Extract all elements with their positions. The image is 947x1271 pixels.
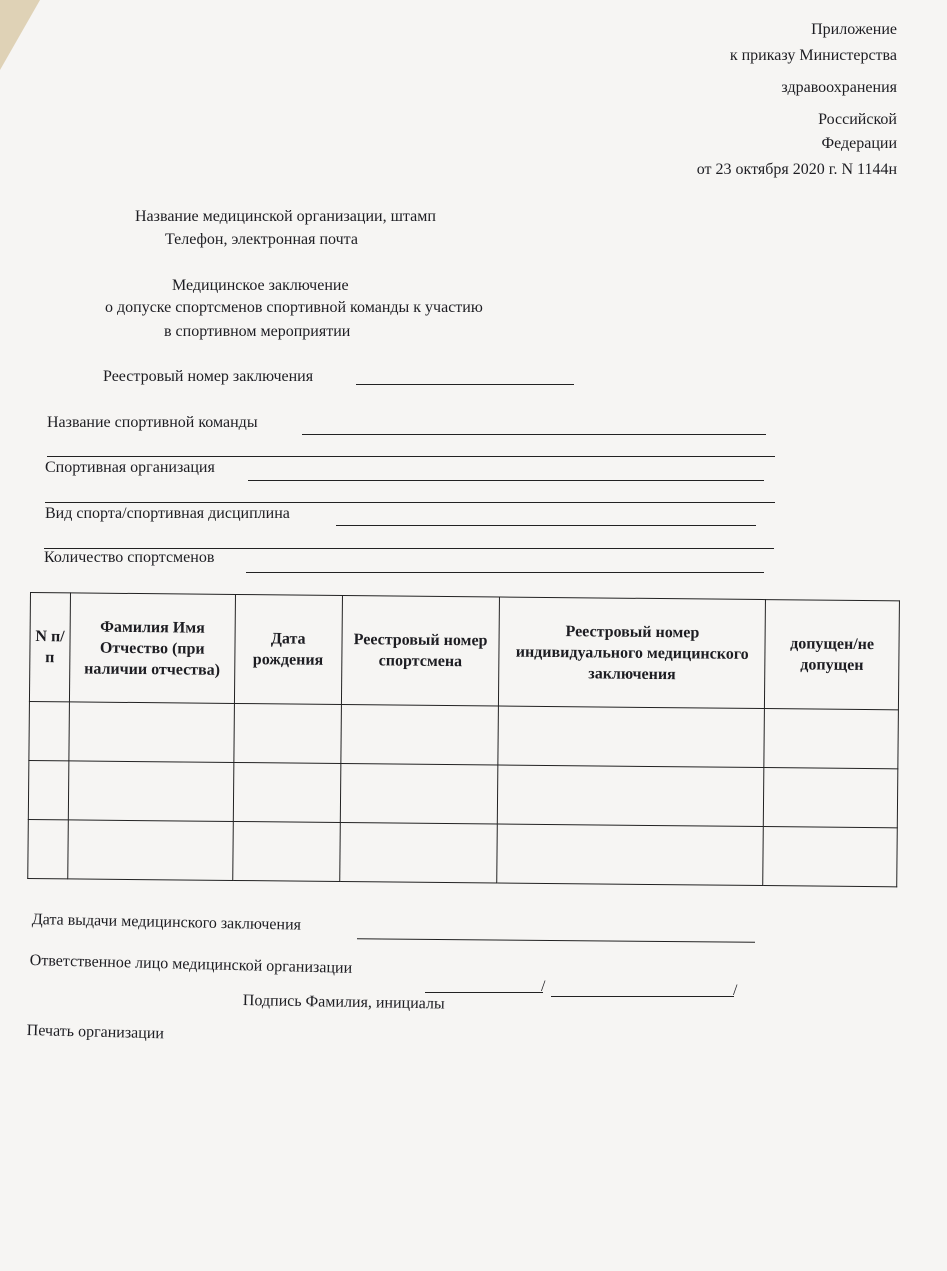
table-cell[interactable] <box>763 768 897 828</box>
issue-date-label: Дата выдачи медицинского заключения <box>31 911 302 934</box>
registry-number-label: Реестровый номер заключения <box>103 368 314 385</box>
col-fio-header: Фамилия Имя Отчество (при наличии отчества) <box>69 593 235 704</box>
sport-org-label: Спортивная организация <box>45 459 215 476</box>
table-cell[interactable] <box>498 765 764 827</box>
name-initials-line[interactable] <box>551 996 734 997</box>
header-health: здравоохранения <box>781 79 897 96</box>
table-cell[interactable] <box>339 822 497 883</box>
team-name-line[interactable] <box>302 434 766 435</box>
signature-line[interactable] <box>425 992 543 993</box>
header-federation: Федерации <box>821 135 897 152</box>
table-cell[interactable] <box>341 704 499 765</box>
signature-caption: Подпись Фамилия, инициалы <box>242 992 445 1013</box>
table-cell[interactable] <box>233 762 340 822</box>
header-russian: Российской <box>818 111 897 128</box>
table-row <box>29 701 899 768</box>
col-birth-date-header: Дата рождения <box>234 594 342 704</box>
sport-kind-label: Вид спорта/спортивная дисциплина <box>45 505 290 522</box>
title-line-2: о допуске спортсменов спортивной команды к участию <box>105 299 483 316</box>
athletes-count-label: Количество спортсменов <box>44 549 215 566</box>
col-number-header: N п/п <box>29 593 70 702</box>
header-to-order: к приказу Министерства <box>729 47 897 64</box>
table-cell[interactable] <box>68 761 233 822</box>
table-cell[interactable] <box>764 709 898 769</box>
athletes-count-line[interactable] <box>246 572 764 573</box>
table-cell[interactable] <box>763 827 897 887</box>
table-cell[interactable] <box>498 706 764 768</box>
signature-separator-end: / <box>733 982 738 999</box>
header-date: от 23 октября 2020 г. N 1144н <box>696 161 897 178</box>
table-cell[interactable] <box>69 702 234 763</box>
table-cell[interactable] <box>68 820 233 881</box>
seal-label: Печать организации <box>26 1022 165 1043</box>
title-line-1: Медицинское заключение <box>172 277 349 294</box>
sport-kind-line[interactable] <box>336 525 756 526</box>
org-name-stamp: Название медицинской организации, штамп <box>135 208 436 225</box>
sport-org-line-2[interactable] <box>45 502 775 503</box>
table-cell[interactable] <box>234 703 341 763</box>
header-appendix: Приложение <box>811 21 897 38</box>
sport-org-line[interactable] <box>248 480 764 481</box>
table-cell[interactable] <box>28 819 69 878</box>
org-contacts: Телефон, электронная почта <box>165 231 358 248</box>
table-header-row <box>29 593 899 710</box>
signature-separator: / <box>541 978 546 995</box>
table-row <box>28 760 898 827</box>
col-athlete-registry-header: Реестровый номер спортсмена <box>341 595 500 706</box>
col-admitted-header: допущен/не допущен <box>765 600 900 710</box>
table-cell[interactable] <box>28 760 69 819</box>
team-name-label: Название спортивной команды <box>47 414 258 431</box>
table-cell[interactable] <box>29 701 70 760</box>
athletes-table <box>27 592 900 887</box>
table-cell[interactable] <box>497 824 763 886</box>
table-cell[interactable] <box>232 821 339 881</box>
col-conclusion-registry-header: Реестровый номер индивидуального медицинского заключения <box>499 597 766 709</box>
title-line-3: в спортивном мероприятии <box>164 323 351 340</box>
team-name-line-2[interactable] <box>47 456 775 457</box>
issue-date-line[interactable] <box>357 938 755 942</box>
table-row <box>28 819 898 886</box>
registry-number-line[interactable] <box>356 384 574 385</box>
table-cell[interactable] <box>340 763 498 824</box>
responsible-label: Ответственное лицо медицинской организации <box>29 952 353 977</box>
